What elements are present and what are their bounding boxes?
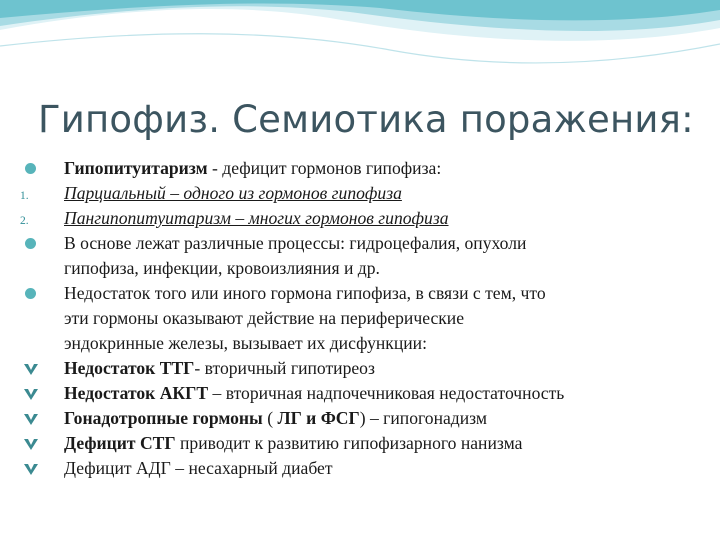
item-line: эти гормоны оказывают действие на периферические (64, 308, 465, 328)
item-line: В основе лежат различные процессы: гидроцефалия, опухоли (64, 233, 527, 253)
list-item (16, 406, 706, 431)
list-item (16, 431, 706, 456)
list-item (16, 381, 706, 406)
bullet-dot-icon (20, 231, 56, 256)
list-item (16, 181, 706, 206)
item-text: - вторичный гипотиреоз (194, 358, 375, 378)
item-text: - дефицит гормонов гипофиза: (207, 158, 442, 178)
item-line: эндокринные железы, вызывает их дисфункции: (64, 333, 427, 353)
checkmark-bullet-icon (20, 431, 56, 456)
term-bold: Дефицит СТГ (64, 433, 176, 453)
item-text: Парциальный – одного из гормонов гипофиза (64, 183, 402, 203)
checkmark-bullet-icon (20, 456, 56, 481)
list-item (16, 231, 706, 281)
checkmark-bullet-icon (20, 381, 56, 406)
checkmark-bullet-icon (20, 406, 56, 431)
checkmark-bullet-icon (20, 356, 56, 381)
list-item (16, 156, 706, 181)
slide-content (16, 156, 706, 481)
item-text: приводит к развитию гипофизарного нанизма (175, 433, 523, 453)
term-bold: Недостаток АКГТ (64, 383, 209, 403)
term-bold: Недостаток ТТГ (64, 358, 195, 378)
item-text: Пангипопитуитаризм – многих гормонов гипофиза (64, 208, 449, 228)
list-item (16, 456, 706, 481)
item-text: – вторичная надпочечниковая недостаточность (208, 383, 565, 403)
list-item (16, 281, 706, 356)
header-wave-decoration (0, 0, 720, 90)
item-text: ( ЛГ и ФСГ) – гипогонадизм (262, 408, 487, 428)
list-item (16, 206, 706, 231)
list-number: 1. (20, 190, 29, 202)
item-line: Недостаток того или иного гормона гипофиза, в связи с тем, что (64, 283, 546, 303)
list-number: 2. (20, 215, 29, 227)
bullet-dot-icon (20, 281, 56, 306)
slide-title: Гипофиз. Семиотика поражения: (38, 98, 694, 141)
bullet-dot-icon (20, 156, 56, 181)
term-bold: Гипопитуитаризм (64, 158, 208, 178)
item-text: Дефицит АДГ – несахарный диабет (64, 458, 333, 478)
term-bold: Гонадотропные гормоны (64, 408, 263, 428)
list-item (16, 356, 706, 381)
item-line: гипофиза, инфекции, кровоизлияния и др. (64, 258, 380, 278)
